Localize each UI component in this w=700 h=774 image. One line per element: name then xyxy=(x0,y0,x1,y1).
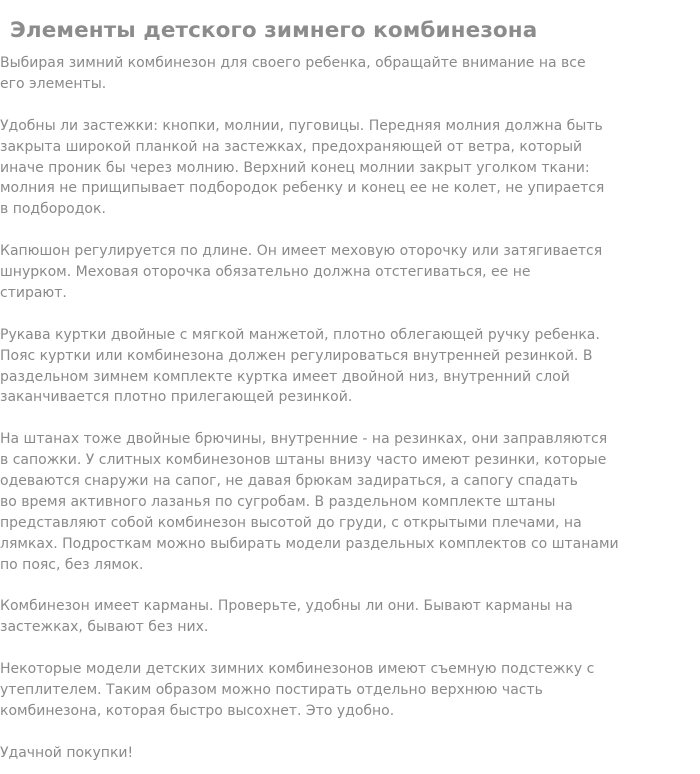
paragraph-pockets: Комбинезон имеет карманы. Проверьте, удобны ли они. Бывают карманы на застежках, бывают без них. xyxy=(0,598,573,636)
article-body xyxy=(0,53,690,764)
paragraph-sleeves: Рукава куртки двойные с мягкой манжетой, плотно облегающей ручку ребенка. Пояс куртки или комбинезона должен регулироваться внутренней резинкой. В раздельном зимнем комплекте куртка имеет двойной низ, внутренний слой заканчивается плотно прилегающей резинкой. xyxy=(0,326,600,406)
paragraph-closing: Удачной покупки! xyxy=(0,744,134,761)
paragraph-trousers: На штанах тоже двойные брючины, внутренние - на резинках, они заправляются в сапожки. У слитных комбинезонов штаны внизу часто имеют резинки, которые одеваются снаружи на сапог, не давая брюкам задираться, а сапогу спадать во время активного лазанья по сугробам. В раздельном комплекте штаны представляют собой комбинезон высотой до груди, с открытыми плечами, на лямках. Подросткам можно выбирать модели раздельных комплектов со штанами по пояс, без лямок. xyxy=(0,431,619,573)
paragraph-intro: Выбирая зимний комбинезон для своего ребенка, обращайте внимание на все его элементы. xyxy=(0,55,586,92)
article-title: Элементы детского зимнего комбинезона xyxy=(10,18,538,43)
paragraph-hood: Капюшон регулируется по длине. Он имеет меховую оторочку или затягивается шнурком. Меховая оторочка обязательно должна отстегиваться, ее не стирают. xyxy=(0,243,603,301)
paragraph-lining: Некоторые модели детских зимних комбинезонов имеют съемную подстежку с утеплителем. Таким образом можно постирать отдельно верхнюю часть комбинезона, которая быстро высохнет. Это удобно. xyxy=(0,661,595,719)
paragraph-fasteners: Удобны ли застежки: кнопки, молнии, пуговицы. Передняя молния должна быть закрыта широкой планкой на застежках, предохраняющей от ветра, который иначе проник бы через молнию. Верхний конец молнии закрыт уголком ткани: молния не прищипывает подбородок ребенку и конец ее не колет, не упирается в подбородок. xyxy=(0,117,605,218)
